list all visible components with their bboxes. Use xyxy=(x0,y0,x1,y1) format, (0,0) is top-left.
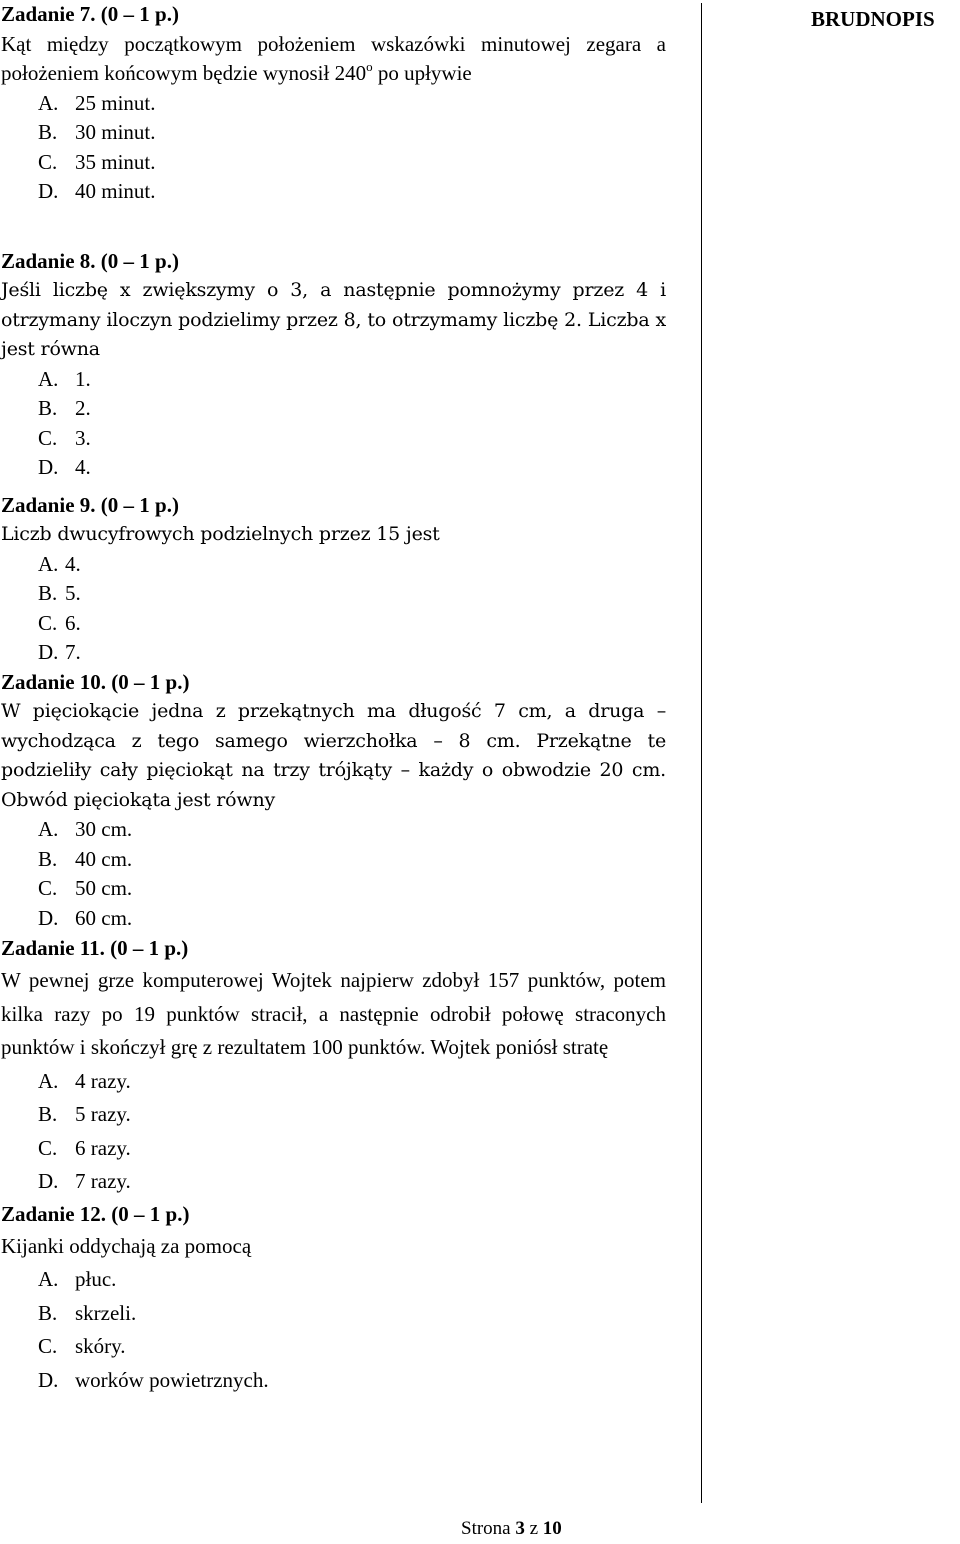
question-text: po upływie xyxy=(372,61,472,85)
page-sep: z xyxy=(529,1518,539,1539)
option-a[interactable]: A. 1. xyxy=(38,366,91,391)
option-b[interactable]: B. 40 cm. xyxy=(38,846,133,871)
task-question: Jeśli liczbę x zwiększymy o 3, a następnie pomnożymy przez 4 i otrzymany iloczyn podzielimy przez 8, to otrzymamy liczbę 2. Liczba x jest równa xyxy=(1,279,666,360)
task-12 xyxy=(1,1199,666,1398)
task-question: Kijanki oddychają za pomocą xyxy=(1,1233,252,1258)
option-a[interactable]: A. 25 minut. xyxy=(38,90,156,115)
answer-options xyxy=(1,1263,666,1397)
task-8 xyxy=(1,247,666,483)
answer-options xyxy=(1,550,666,668)
page-total: 10 xyxy=(542,1518,562,1539)
option-a[interactable]: A. 30 cm. xyxy=(38,817,133,841)
option-b[interactable]: B. 5. xyxy=(38,581,81,605)
answer-options xyxy=(1,815,666,933)
option-c[interactable]: C. 6. xyxy=(38,610,81,635)
task-title: Zadanie 11. (0 – 1 p.) xyxy=(1,936,189,960)
page-footer xyxy=(461,1514,562,1544)
main-column xyxy=(1,0,666,1397)
task-10 xyxy=(1,668,666,934)
option-b[interactable]: B. skrzeli. xyxy=(38,1300,137,1325)
option-c[interactable]: C. skóry. xyxy=(38,1334,126,1358)
option-b[interactable]: B. 30 minut. xyxy=(38,120,156,144)
option-a[interactable]: A. 4. xyxy=(38,551,81,576)
option-c[interactable]: C. 35 minut. xyxy=(38,149,156,174)
task-question: Liczb dwucyfrowych podzielnych przez 15 jest xyxy=(1,523,440,545)
task-7 xyxy=(1,0,666,207)
option-d[interactable]: D. worków powietrznych. xyxy=(38,1367,269,1392)
degree-sign: o xyxy=(366,59,373,74)
scratch-area-label: BRUDNOPIS xyxy=(811,7,935,31)
option-c[interactable]: C. 3. xyxy=(38,425,91,450)
answer-options xyxy=(1,89,666,207)
option-b[interactable]: B. 2. xyxy=(38,396,91,420)
page-label: Strona xyxy=(461,1518,511,1539)
question-text: Kąt między początkowym położeniem wskazówki minutowej zegara a położeniem końcowym będzie wynosił 240 xyxy=(1,31,666,85)
option-b[interactable]: B. 5 razy. xyxy=(38,1102,131,1126)
task-11 xyxy=(1,933,666,1199)
task-question: W pewnej grze komputerowej Wojtek najpierw zdobył 157 punktów, potem kilka razy po 19 punktów stracił, a następnie odrobił połowę straconych punktów i skończył grę z rezultatem 100 punktów. Wojtek poniósł stratę xyxy=(1,968,666,1059)
option-d[interactable]: D. 7. xyxy=(38,640,81,664)
task-title: Zadanie 7. (0 – 1 p.) xyxy=(1,2,179,26)
task-title: Zadanie 8. (0 – 1 p.) xyxy=(1,248,179,273)
task-title: Zadanie 12. (0 – 1 p.) xyxy=(1,1201,190,1226)
task-question xyxy=(1,30,666,89)
option-c[interactable]: C. 6 razy. xyxy=(38,1135,131,1160)
answer-options xyxy=(1,1065,666,1199)
task-9 xyxy=(1,491,666,668)
option-d[interactable]: D. 40 minut. xyxy=(38,179,156,203)
option-d[interactable]: D. 7 razy. xyxy=(38,1169,131,1193)
answer-options xyxy=(1,365,666,483)
task-title: Zadanie 9. (0 – 1 p.) xyxy=(1,492,179,517)
task-title: Zadanie 10. (0 – 1 p.) xyxy=(1,669,190,694)
option-d[interactable]: D. 60 cm. xyxy=(38,905,133,930)
task-question: W pięciokącie jedna z przekątnych ma długość 7 cm, a druga – wychodząca z tego samego wierzchołka – 8 cm. Przekątne te podzieliły cały pięciokąt na trzy trójkąty – każdy o obwodzie 20 cm. Obwód pięciokąta jest równy xyxy=(1,700,666,811)
option-d[interactable]: D. 4. xyxy=(38,455,91,479)
page-current: 3 xyxy=(515,1518,525,1539)
option-c[interactable]: C. 50 cm. xyxy=(38,876,133,900)
option-a[interactable]: A. 4 razy. xyxy=(38,1068,131,1093)
option-a[interactable]: A. płuc. xyxy=(38,1267,117,1291)
column-divider xyxy=(701,3,702,1503)
